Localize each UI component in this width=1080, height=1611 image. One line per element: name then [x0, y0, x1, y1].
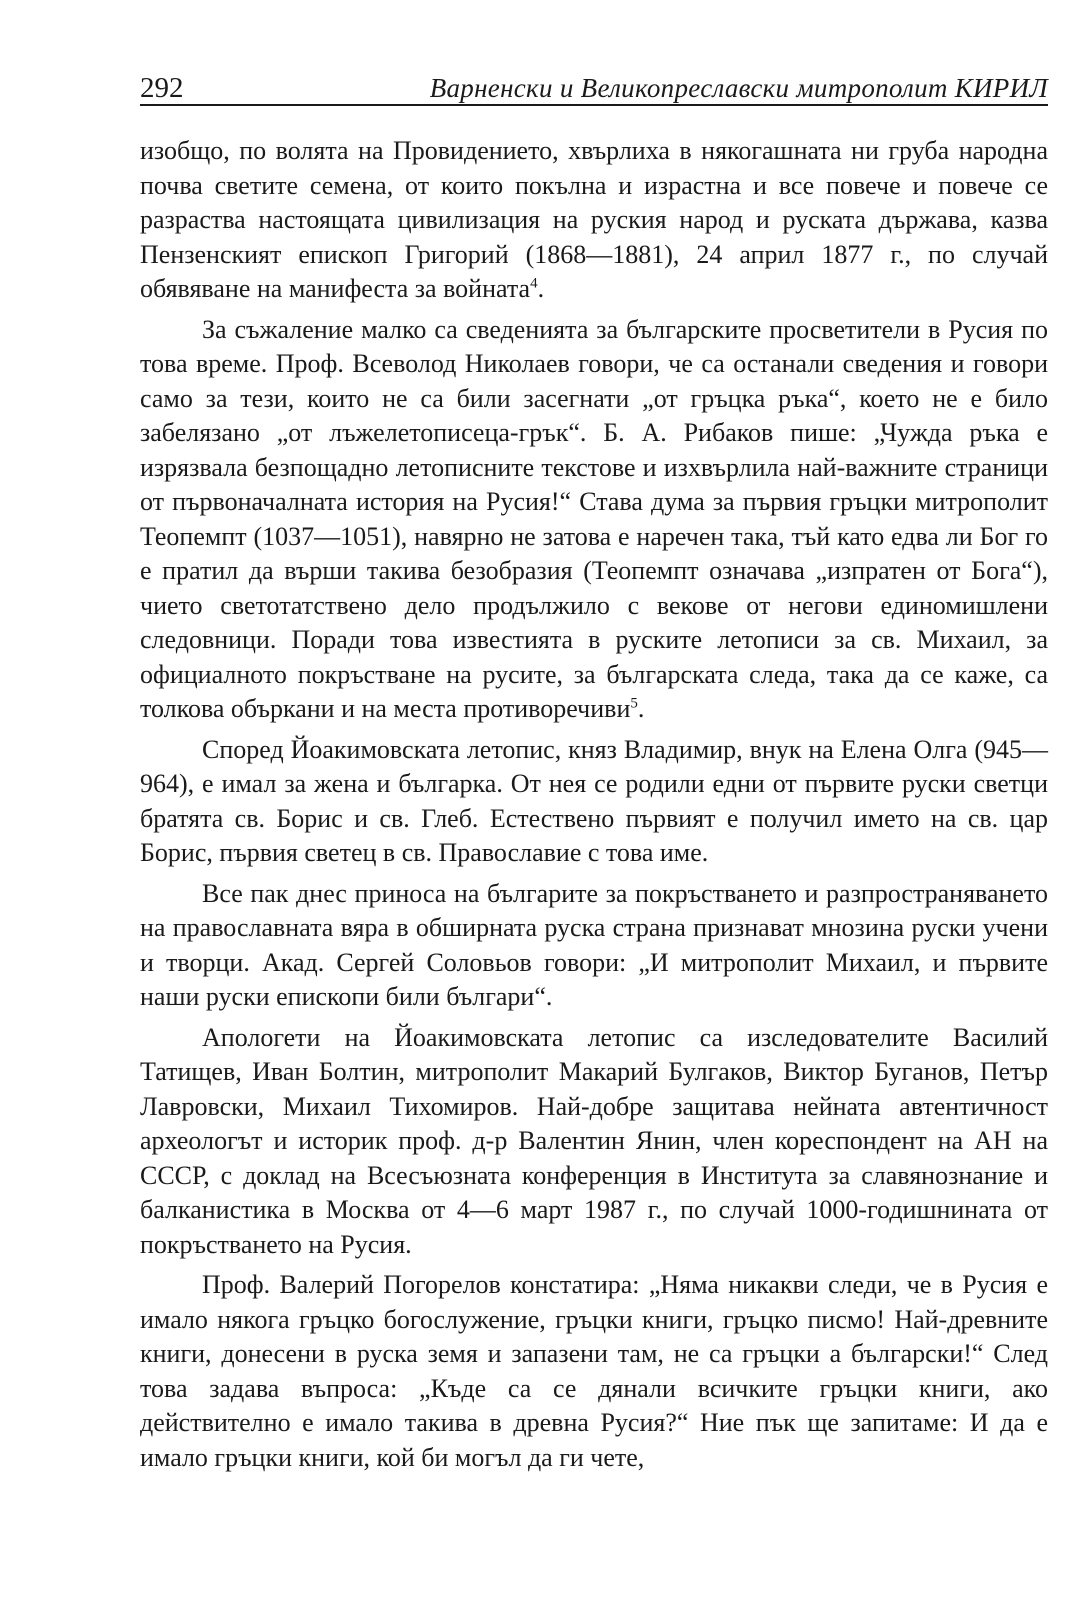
page-number: 292	[140, 72, 184, 104]
paragraph: За съжаление малко са сведенията за българските просветители в Русия по това време. Проф. Всеволод Николаев говори, че са останали сведения и говори само за тези, които не са били засегнати „от гръцка ръка“, което не е било забелязано „от лъжелетописеца-грък“. Б. А. Рибаков пише: „Чужда ръка е изрязвала безпощадно летописните текстове и изхвърлила най-важните страници от първоначалната история на Русия!“ Става дума за първия гръцки митрополит Теопемпт (1037—1051), навярно не затова е наречен така, тъй като едва ли Бог го е пратил да върши такива безобразия (Теопемпт означава „изпратен от Бога“), чието светотатствено дело продължило с векове от негови единомишлени следовници. Поради това известията в руските летописи за св. Михаил, за официалното покръстване на русите, за българската следа, така да се каже, са толкова объркани и на места противоречиви$^5$.	[140, 314, 1048, 723]
running-title: Варненски и Великопреславски митрополит КИРИЛ	[429, 73, 1048, 103]
footnote-marker: 5	[630, 695, 638, 712]
footnote-marker: 4	[530, 275, 538, 292]
paragraph: Все пак днес приноса на българите за покръстването и разпространяването на православната вяра в обширната руска страна признават мнозина руски учени и творци. Акад. Сергей Соловьов говори: „И митрополит Михаил, и първите наши руски епископи били българи“.	[140, 878, 1048, 1011]
paragraph: Според Йоакимовската летопис, княз Владимир, внук на Елена Олга (945—964), е имал за жена и българка. От нея се родили едни от първите руски светци братята св. Борис и св. Глеб. Естествено първият е получил името на св. цар Борис, първия светец в св. Православие с това име.	[140, 734, 1048, 867]
page-header	[140, 64, 1048, 106]
body-text	[140, 134, 1048, 1475]
paragraph: Апологети на Йоакимовската летопис са изследователите Василий Татищев, Иван Болтин, митрополит Макарий Булгаков, Виктор Буганов, Петър Лавровски, Михаил Тихомиров. Най-добре защитава нейната автентичност археологът и историк проф. д-р Валентин Янин, член кореспондент на АН на СССР, с доклад на Всесъюзната конференция в Института за славянознание и балканистика в Москва от 4—6 март 1987 г., по случай 1000-годишнината от покръстването на Русия.	[140, 1022, 1048, 1259]
paragraph-continuation: изобщо, по волята на Провидението, хвърлиха в някогашната ни груба народна почва светите семена, от които покълна и израстна и все повече и повече се разраства настоящата цивилизация на руския народ и руската държава, казва Пензенският епископ Григорий (1868—1881), 24 април 1877 г., по случай обявяване на манифеста за войната$^4$.	[140, 136, 1048, 303]
paragraph: Проф. Валерий Погорелов констатира: „Няма никакви следи, че в Русия е имало някога гръцко богослужение, гръцки книги, гръцко писмо! Най-древните книги, донесени в руска земя и запазени там, не са гръцки а български!“ След това задава въпроса: „Къде са се дянали всичките гръцки книги, ако действително е имало такива в древна Русия?“ Ние пък ще запитаме: И да е имало гръцки книги, кой би могъл да ги чете,	[140, 1270, 1048, 1472]
